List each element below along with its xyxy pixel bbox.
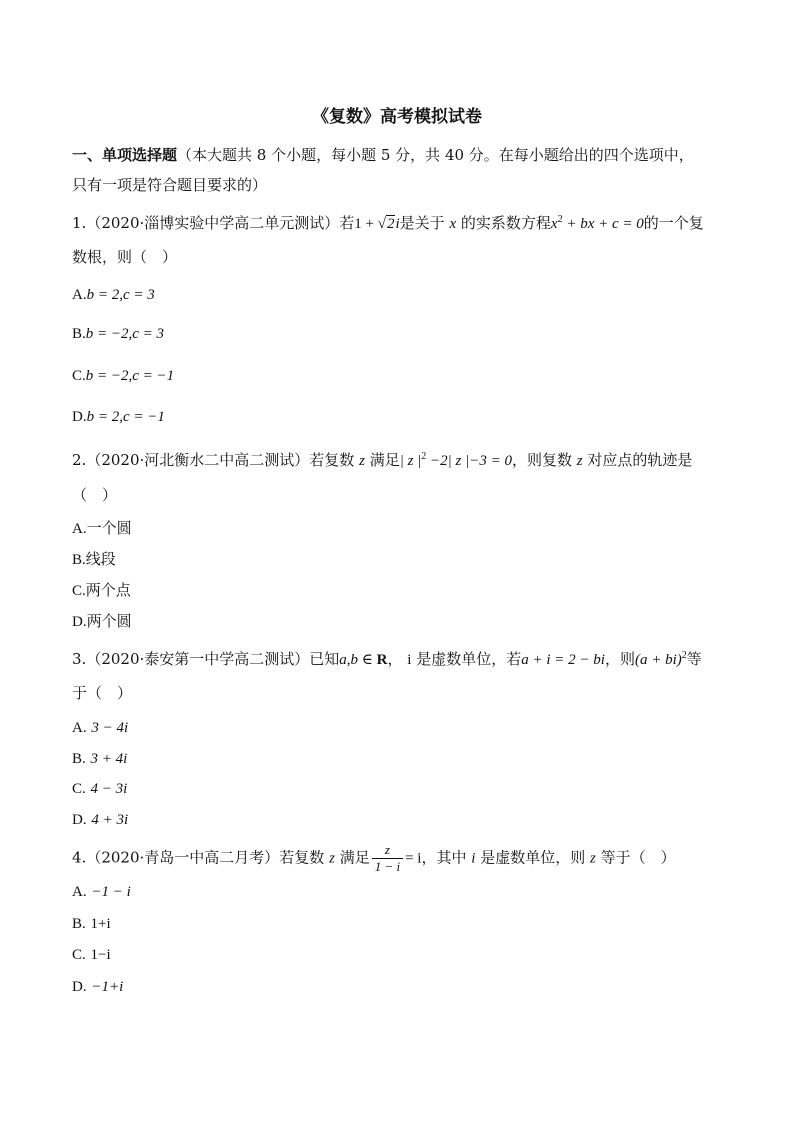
option-label: A. <box>72 720 87 736</box>
question-number: 3. <box>72 650 87 668</box>
question-source: （2020·淄博实验中学高二单元测试） <box>86 214 340 232</box>
question-4-option-a[interactable] <box>72 880 131 903</box>
question-2-option-c[interactable] <box>72 579 131 602</box>
stem-text: 是虚数单位，若 <box>416 650 522 668</box>
stem-text: 满足 <box>369 451 400 469</box>
option-text: 4 + 3i <box>91 812 129 828</box>
option-label: C. <box>72 583 86 599</box>
imaginary-unit: i <box>471 850 476 867</box>
fraction <box>372 842 403 875</box>
real-variables: a,b ∈ <box>339 652 377 668</box>
option-text: 线段 <box>85 550 116 568</box>
option-label: B. <box>72 552 86 568</box>
option-text: 3 − 4i <box>91 720 129 736</box>
variable-z: z <box>359 453 365 469</box>
stem-text: 等于（ ） <box>600 848 676 867</box>
question-1-option-b[interactable] <box>72 322 164 345</box>
equals-i: = i <box>405 850 422 867</box>
complex-expression <box>354 216 399 232</box>
question-1-stem-line2: 数根，则（ ） <box>72 248 178 266</box>
stem-text: ，则复数 <box>512 451 573 469</box>
question-2-option-a[interactable] <box>72 517 132 540</box>
option-text: b = −2,c = −1 <box>85 368 175 384</box>
variable-x: x <box>449 216 457 232</box>
variable-z: z <box>590 850 596 867</box>
cond-exponent: 2 <box>421 451 427 462</box>
option-text: 1−i <box>90 947 111 963</box>
option-text: 一个圆 <box>86 519 132 537</box>
question-number: 4. <box>72 848 87 867</box>
power-base: (a + bi) <box>634 652 682 668</box>
stem-text: 对应点的轨迹是 <box>587 451 693 469</box>
stem-text: 是关于 <box>399 214 445 232</box>
section-description-line2: 只有一项是符合题目要求的） <box>72 176 268 194</box>
option-text: 3 + 4i <box>90 751 128 767</box>
sqrt-symbol: √2 <box>377 216 395 232</box>
stem-text: 若 <box>339 214 355 232</box>
question-4-option-b[interactable] <box>72 912 111 935</box>
option-label: D. <box>72 409 87 425</box>
question-source: （2020·青岛一中高二月考） <box>86 848 280 867</box>
power-exponent: 2 <box>681 650 687 661</box>
option-text: −1 − i <box>91 884 131 900</box>
question-3-option-b[interactable] <box>72 747 127 770</box>
question-number: 1. <box>72 214 87 232</box>
expr-lead: 1 + <box>354 216 378 232</box>
eq-base: x <box>550 216 558 232</box>
eq-rest: + bx + c = 0 <box>562 216 644 232</box>
question-3-stem-line2: 于（ ） <box>72 684 133 702</box>
question-number: 2. <box>72 451 87 469</box>
option-label: D. <box>72 979 87 995</box>
question-3-option-d[interactable] <box>72 808 128 831</box>
question-4-option-c[interactable] <box>72 943 111 966</box>
stem-text: 的一个复 <box>643 214 704 232</box>
cond-base: | z | <box>399 453 422 469</box>
stem-text: 等 <box>686 650 702 668</box>
question-2-option-d[interactable] <box>72 610 132 633</box>
question-3-option-a[interactable] <box>72 716 128 739</box>
sqrt-radicand: 2 <box>386 216 395 232</box>
stem-text: 若复数 <box>309 451 355 469</box>
option-label: B. <box>72 326 86 342</box>
stem-text: ，其中 <box>421 848 467 867</box>
quadratic-equation <box>551 216 644 232</box>
stem-text: 的实系数方程 <box>460 214 551 232</box>
question-4-stem <box>72 842 676 875</box>
section-heading: 一、单项选择题 <box>72 146 178 164</box>
option-text: b = 2,c = −1 <box>86 409 165 425</box>
real-set-symbol: R <box>376 652 388 668</box>
stem-text: 若复数 <box>279 848 325 867</box>
stem-text: 已知 <box>309 650 340 668</box>
question-1-option-a[interactable] <box>72 283 155 306</box>
option-text: 4 − 3i <box>90 781 128 797</box>
question-1-option-c[interactable] <box>72 364 174 387</box>
fraction-denominator: 1 − i <box>374 859 401 874</box>
option-text: 两个圆 <box>86 612 132 630</box>
stem-text: ， <box>387 650 403 668</box>
question-2-stem <box>72 449 692 472</box>
section-description: （本大题共 8 个小题，每小题 5 分，共 40 分。在每小题给出的四个选项中， <box>177 146 694 164</box>
option-text: b = −2,c = 3 <box>85 326 165 342</box>
option-label: C. <box>72 368 86 384</box>
option-text: 1+i <box>90 916 111 932</box>
question-source: （2020·泰安第一中学高二测试） <box>86 650 310 668</box>
question-1-stem <box>72 212 704 235</box>
option-label: D. <box>72 812 87 828</box>
question-4-option-d[interactable] <box>72 975 123 998</box>
question-3-option-c[interactable] <box>72 777 127 800</box>
imaginary-unit: i <box>395 216 400 232</box>
fraction-numerator: z <box>372 842 403 859</box>
stem-text: 是虚数单位，则 <box>480 848 586 867</box>
option-label: D. <box>72 614 87 630</box>
option-text: −1+i <box>91 979 124 995</box>
question-source: （2020·河北衡水二中高二测试） <box>86 451 310 469</box>
option-label: B. <box>72 916 86 932</box>
squared-expression <box>635 652 687 668</box>
option-label: B. <box>72 751 86 767</box>
eq-exponent: 2 <box>557 214 563 225</box>
modulus-condition <box>400 453 512 469</box>
option-label: C. <box>72 947 86 963</box>
question-2-option-b[interactable] <box>72 548 116 571</box>
question-3-stem <box>72 648 702 671</box>
imaginary-unit: i <box>407 652 412 668</box>
variable-z: z <box>329 850 335 867</box>
stem-text: ，则 <box>604 650 635 668</box>
cond-rest: −2| z |−3 = 0 <box>426 453 512 469</box>
complex-equation: a + i = 2 − bi <box>521 652 605 668</box>
question-2-stem-line2: （ ） <box>72 486 118 504</box>
stem-text: 满足 <box>339 848 370 867</box>
option-label: A. <box>72 521 87 537</box>
section-heading-line <box>72 144 694 166</box>
option-text: 两个点 <box>85 581 131 599</box>
page-title: 《复数》高考模拟试卷 <box>312 107 482 127</box>
variable-z: z <box>576 453 583 469</box>
option-label: A. <box>72 884 87 900</box>
option-label: A. <box>72 287 87 303</box>
option-text: b = 2,c = 3 <box>86 287 155 303</box>
question-1-option-d[interactable] <box>72 405 165 428</box>
option-label: C. <box>72 781 86 797</box>
